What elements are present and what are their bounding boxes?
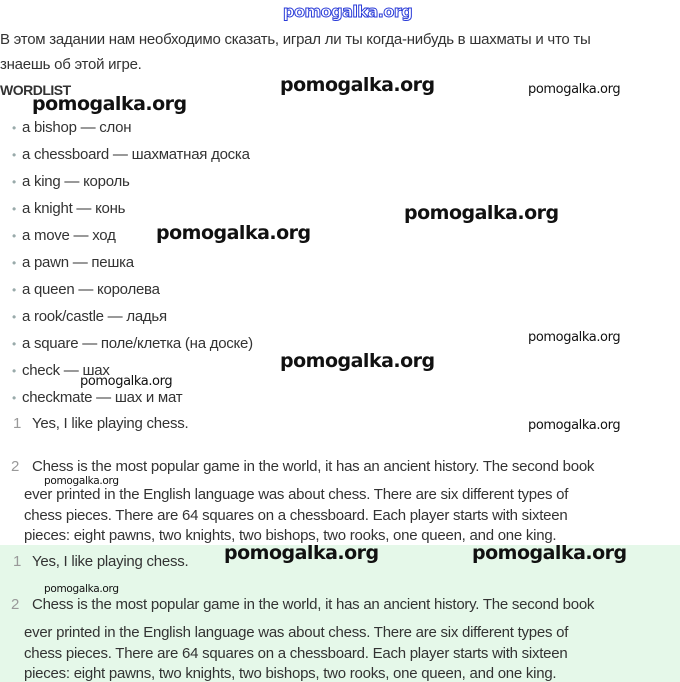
watermark: pomogalka.org <box>528 82 621 97</box>
wordlist-item-text: a pawn — пешка <box>21 254 134 271</box>
wordlist-item-text: checkmate — шах и мат <box>21 389 183 406</box>
wordlist-item-text: a square — поле/клетка (на доске) <box>21 335 253 352</box>
wordlist-item <box>12 335 253 353</box>
answer-number: 1 <box>13 553 22 570</box>
answer-line: chess pieces. There are 64 squares on a chessboard. Each player starts with sixteen <box>24 645 568 662</box>
wordlist-item-text: a knight — конь <box>21 200 126 217</box>
wordlist-item <box>12 389 182 407</box>
answer-line: ever printed in the English language was about chess. There are six different types of <box>24 486 569 503</box>
bullet-icon: • <box>12 229 16 243</box>
answer-line: Chess is the most popular game in the world, it has an ancient history. The second book <box>32 458 595 475</box>
bullet-icon: • <box>12 202 16 216</box>
watermark: pomogalka.org <box>280 350 435 372</box>
watermark: pomogalka.org <box>80 374 173 389</box>
wordlist-item-text: check — шах <box>21 362 110 379</box>
wordlist-item <box>12 119 131 137</box>
wordlist-item <box>12 281 160 299</box>
watermark: pomogalka.org <box>404 202 559 224</box>
answer-line: Yes, I like playing chess. <box>32 415 189 432</box>
answer-line: pieces: eight pawns, two knights, two bishops, two rooks, one queen, and one king. <box>24 527 557 544</box>
answer-line: pieces: eight pawns, two knights, two bishops, two rooks, one queen, and one king. <box>24 665 557 682</box>
bullet-icon: • <box>12 391 16 405</box>
wordlist-item-text: a king — король <box>21 173 130 190</box>
wordlist-item <box>12 227 116 245</box>
wordlist-item-text: a queen — королева <box>21 281 160 298</box>
wordlist-heading: WORDLIST <box>0 82 71 98</box>
bullet-icon: • <box>12 283 16 297</box>
watermark: pomogalka.org <box>280 74 435 96</box>
answer-line: Yes, I like playing chess. <box>32 553 189 570</box>
wordlist-item <box>12 146 250 164</box>
wordlist-item <box>12 173 130 191</box>
watermark: pomogalka.org <box>528 330 621 345</box>
wordlist-item <box>12 308 167 326</box>
answer-line: ever printed in the English language was about chess. There are six different types of <box>24 624 569 641</box>
intro-line: В этом задании нам необходимо сказать, играл ли ты когда-нибудь в шахматы и что ты <box>0 31 591 48</box>
answer-line: Chess is the most popular game in the world, it has an ancient history. The second book <box>32 596 595 613</box>
watermark: pomogalka.org <box>44 475 119 487</box>
answer-line: chess pieces. There are 64 squares on a chessboard. Each player starts with sixteen <box>24 507 568 524</box>
intro-line: знаешь об этой игре. <box>0 56 142 73</box>
watermark: pomogalka.org <box>528 418 621 433</box>
wordlist-item-text: a rook/castle — ладья <box>21 308 167 325</box>
wordlist-item <box>12 200 125 218</box>
answer-number: 1 <box>13 415 22 432</box>
wordlist-item-text: a move — ход <box>21 227 116 244</box>
bullet-icon: • <box>12 337 16 351</box>
wordlist-item-text: a bishop — слон <box>21 119 132 136</box>
wordlist-item <box>12 254 134 272</box>
watermark: pomogalka.org <box>32 93 187 115</box>
answer-number: 2 <box>11 458 20 475</box>
watermark: pomogalka.org <box>472 542 627 564</box>
watermark: pomogalka.org <box>283 2 413 21</box>
wordlist-item-text: a chessboard — шахматная доска <box>21 146 250 163</box>
bullet-icon: • <box>12 364 16 378</box>
bullet-icon: • <box>12 175 16 189</box>
bullet-icon: • <box>12 121 16 135</box>
watermark: pomogalka.org <box>224 542 379 564</box>
watermark: pomogalka.org <box>156 222 311 244</box>
bullet-icon: • <box>12 256 16 270</box>
bullet-icon: • <box>12 310 16 324</box>
answer-number: 2 <box>11 596 20 613</box>
bullet-icon: • <box>12 148 16 162</box>
watermark: pomogalka.org <box>44 583 119 595</box>
